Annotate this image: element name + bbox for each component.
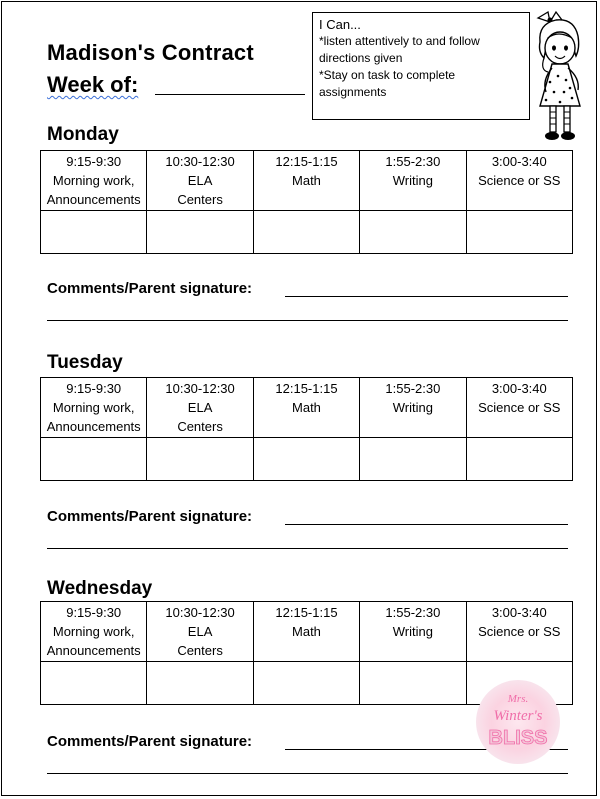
i-can-line: *listen attentively to and follow xyxy=(319,34,480,48)
time-label: 1:55-2:30 xyxy=(385,605,441,620)
comment-line[interactable] xyxy=(47,320,568,321)
subject-label: Writing xyxy=(392,624,433,639)
rating-cell[interactable] xyxy=(466,438,572,481)
day-label-monday: Monday xyxy=(47,124,119,145)
subject-label: Morning work, xyxy=(52,400,135,415)
schedule-table-tuesday xyxy=(40,377,573,481)
subject-label: Science or SS xyxy=(478,624,561,639)
comments-label: Comments/Parent signature: xyxy=(47,508,253,525)
i-can-line: directions given xyxy=(319,51,403,65)
rating-cell[interactable] xyxy=(147,662,253,705)
subject-label: Writing xyxy=(392,400,433,415)
subject-label: Morning work, xyxy=(52,624,135,639)
subject-label: Writing xyxy=(392,173,433,188)
subject-label: Math xyxy=(292,400,321,415)
rating-cell[interactable] xyxy=(41,438,147,481)
subject-label: ELA xyxy=(187,173,213,188)
time-label: 10:30-12:30 xyxy=(165,154,235,169)
comments-label: Comments/Parent signature: xyxy=(47,733,253,750)
schedule-cell xyxy=(253,151,359,211)
rating-cell[interactable] xyxy=(147,211,253,254)
subject-label: Announcements xyxy=(46,192,141,207)
i-can-title: I Can... xyxy=(319,17,361,32)
rating-cell[interactable] xyxy=(360,438,466,481)
time-label: 3:00-3:40 xyxy=(491,381,547,396)
time-label: 9:15-9:30 xyxy=(66,381,122,396)
time-label: 10:30-12:30 xyxy=(165,605,235,620)
schedule-cell xyxy=(466,151,572,211)
rating-cell[interactable] xyxy=(253,662,359,705)
girl-clipart-icon xyxy=(530,8,596,146)
time-label: 12:15-1:15 xyxy=(275,381,338,396)
subject-label: Centers xyxy=(177,419,223,434)
schedule-cell xyxy=(147,151,253,211)
time-label: 1:55-2:30 xyxy=(385,381,441,396)
subject-label: Math xyxy=(292,173,321,188)
rating-cell[interactable] xyxy=(253,438,359,481)
subject-label: Math xyxy=(292,624,321,639)
schedule-cell xyxy=(360,151,466,211)
time-label: 12:15-1:15 xyxy=(275,605,338,620)
schedule-cell xyxy=(147,602,253,662)
schedule-cell xyxy=(360,378,466,438)
schedule-cell xyxy=(41,602,147,662)
schedule-cell xyxy=(41,151,147,211)
logo-line-1: Mrs. xyxy=(507,693,529,705)
rating-cell[interactable] xyxy=(360,211,466,254)
week-of-text: Week of: xyxy=(47,72,139,97)
rating-cell[interactable] xyxy=(147,438,253,481)
schedule-cell xyxy=(253,378,359,438)
schedule-table-monday xyxy=(40,150,573,254)
comments-label: Comments/Parent signature: xyxy=(47,280,253,297)
time-label: 3:00-3:40 xyxy=(491,154,547,169)
comment-line[interactable] xyxy=(47,548,568,549)
i-can-line: *Stay on task to complete xyxy=(319,68,456,82)
comment-line[interactable] xyxy=(47,773,568,774)
mrs-winters-bliss-logo xyxy=(476,680,560,764)
logo-line-3: BLISS xyxy=(488,727,548,749)
week-of-label xyxy=(47,72,138,98)
page-title: Madison's Contract xyxy=(47,40,254,65)
week-of-blank-line[interactable] xyxy=(155,94,305,95)
time-label: 9:15-9:30 xyxy=(66,154,122,169)
day-label-wednesday: Wednesday xyxy=(47,578,153,599)
subject-label: ELA xyxy=(187,400,213,415)
rating-cell[interactable] xyxy=(41,211,147,254)
schedule-cell xyxy=(466,378,572,438)
time-label: 9:15-9:30 xyxy=(66,605,122,620)
rating-cell[interactable] xyxy=(466,211,572,254)
time-label: 3:00-3:40 xyxy=(491,605,547,620)
subject-label: Announcements xyxy=(46,643,141,658)
subject-label: ELA xyxy=(187,624,213,639)
contract-page xyxy=(1,1,597,796)
subject-label: Science or SS xyxy=(478,400,561,415)
rating-cell[interactable] xyxy=(41,662,147,705)
i-can-line: assignments xyxy=(319,85,387,99)
i-can-box xyxy=(312,12,530,120)
time-label: 1:55-2:30 xyxy=(385,154,441,169)
logo-line-2: Winter's xyxy=(493,708,543,724)
signature-line[interactable] xyxy=(285,296,568,297)
signature-line[interactable] xyxy=(285,524,568,525)
schedule-cell xyxy=(147,378,253,438)
subject-label: Morning work, xyxy=(52,173,135,188)
schedule-cell xyxy=(466,602,572,662)
schedule-cell xyxy=(360,602,466,662)
subject-label: Centers xyxy=(177,643,223,658)
rating-cell[interactable] xyxy=(360,662,466,705)
day-label-tuesday: Tuesday xyxy=(47,352,123,373)
subject-label: Science or SS xyxy=(478,173,561,188)
rating-cell[interactable] xyxy=(253,211,359,254)
time-label: 12:15-1:15 xyxy=(275,154,338,169)
schedule-cell xyxy=(41,378,147,438)
subject-label: Centers xyxy=(177,192,223,207)
schedule-cell xyxy=(253,602,359,662)
time-label: 10:30-12:30 xyxy=(165,381,235,396)
subject-label: Announcements xyxy=(46,419,141,434)
